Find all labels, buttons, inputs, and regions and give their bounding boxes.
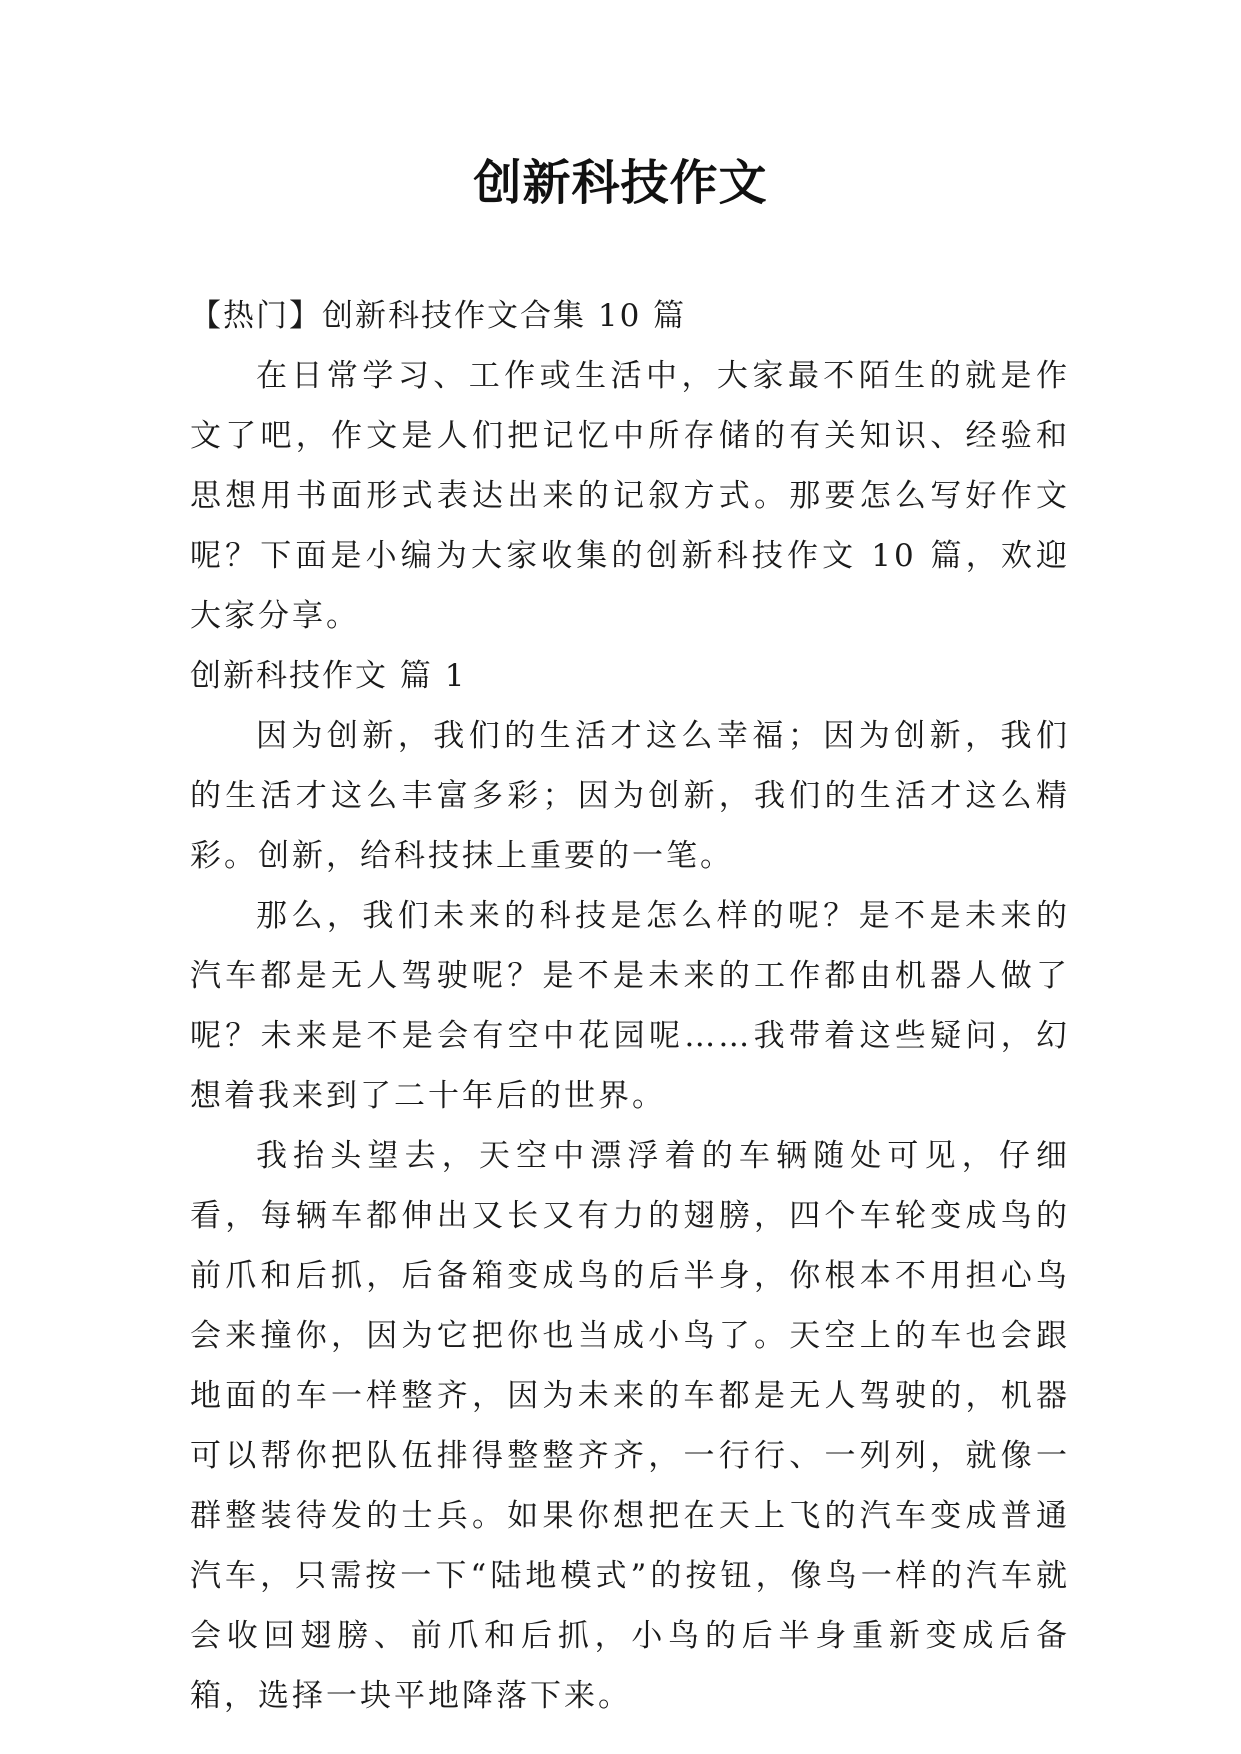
header-line: 【热门】创新科技作文合集 10 篇 bbox=[190, 298, 687, 334]
paragraph: 因为创新，我们的生活才这么幸福；因为创新，我们的生活才这么丰富多彩；因为创新，我们的生活才这么精彩。创新，给科技抹上重要的一笔。 bbox=[190, 718, 1070, 874]
document-title: 创新科技作文 bbox=[473, 155, 768, 211]
section-heading: 创新科技作文 篇 1 bbox=[190, 658, 467, 694]
intro-paragraph: 在日常学习、工作或生活中，大家最不陌生的就是作文了吧，作文是人们把记忆中所存储的有关知识、经验和思想用书面形式表达出来的记叙方式。那要怎么写好作文呢？下面是小编为大家收集的创新科技作文 10 篇，欢迎大家分享。 bbox=[190, 358, 1070, 634]
paragraph: 那么，我们未来的科技是怎么样的呢？是不是未来的汽车都是无人驾驶呢？是不是未来的工作都由机器人做了呢？未来是不是会有空中花园呢……我带着这些疑问，幻想着我来到了二十年后的世界。 bbox=[190, 898, 1070, 1114]
paragraph: 我抬头望去，天空中漂浮着的车辆随处可见，仔细看，每辆车都伸出又长又有力的翅膀，四个车轮变成鸟的前爪和后抓，后备箱变成鸟的后半身，你根本不用担心鸟会来撞你，因为它把你也当成小鸟了。天空上的车也会跟地面的车一样整齐，因为未来的车都是无人驾驶的，机器可以帮你把队伍排得整整齐齐，一行行、一列列，就像一群整装待发的士兵。如果你想把在天上飞的汽车变成普通汽车，只需按一下“陆地模式”的按钮，像鸟一样的汽车就会收回翅膀、前爪和后抓，小鸟的后半身重新变成后备箱，选择一块平地降落下来。 bbox=[190, 1138, 1070, 1714]
document-body bbox=[190, 286, 1070, 1726]
